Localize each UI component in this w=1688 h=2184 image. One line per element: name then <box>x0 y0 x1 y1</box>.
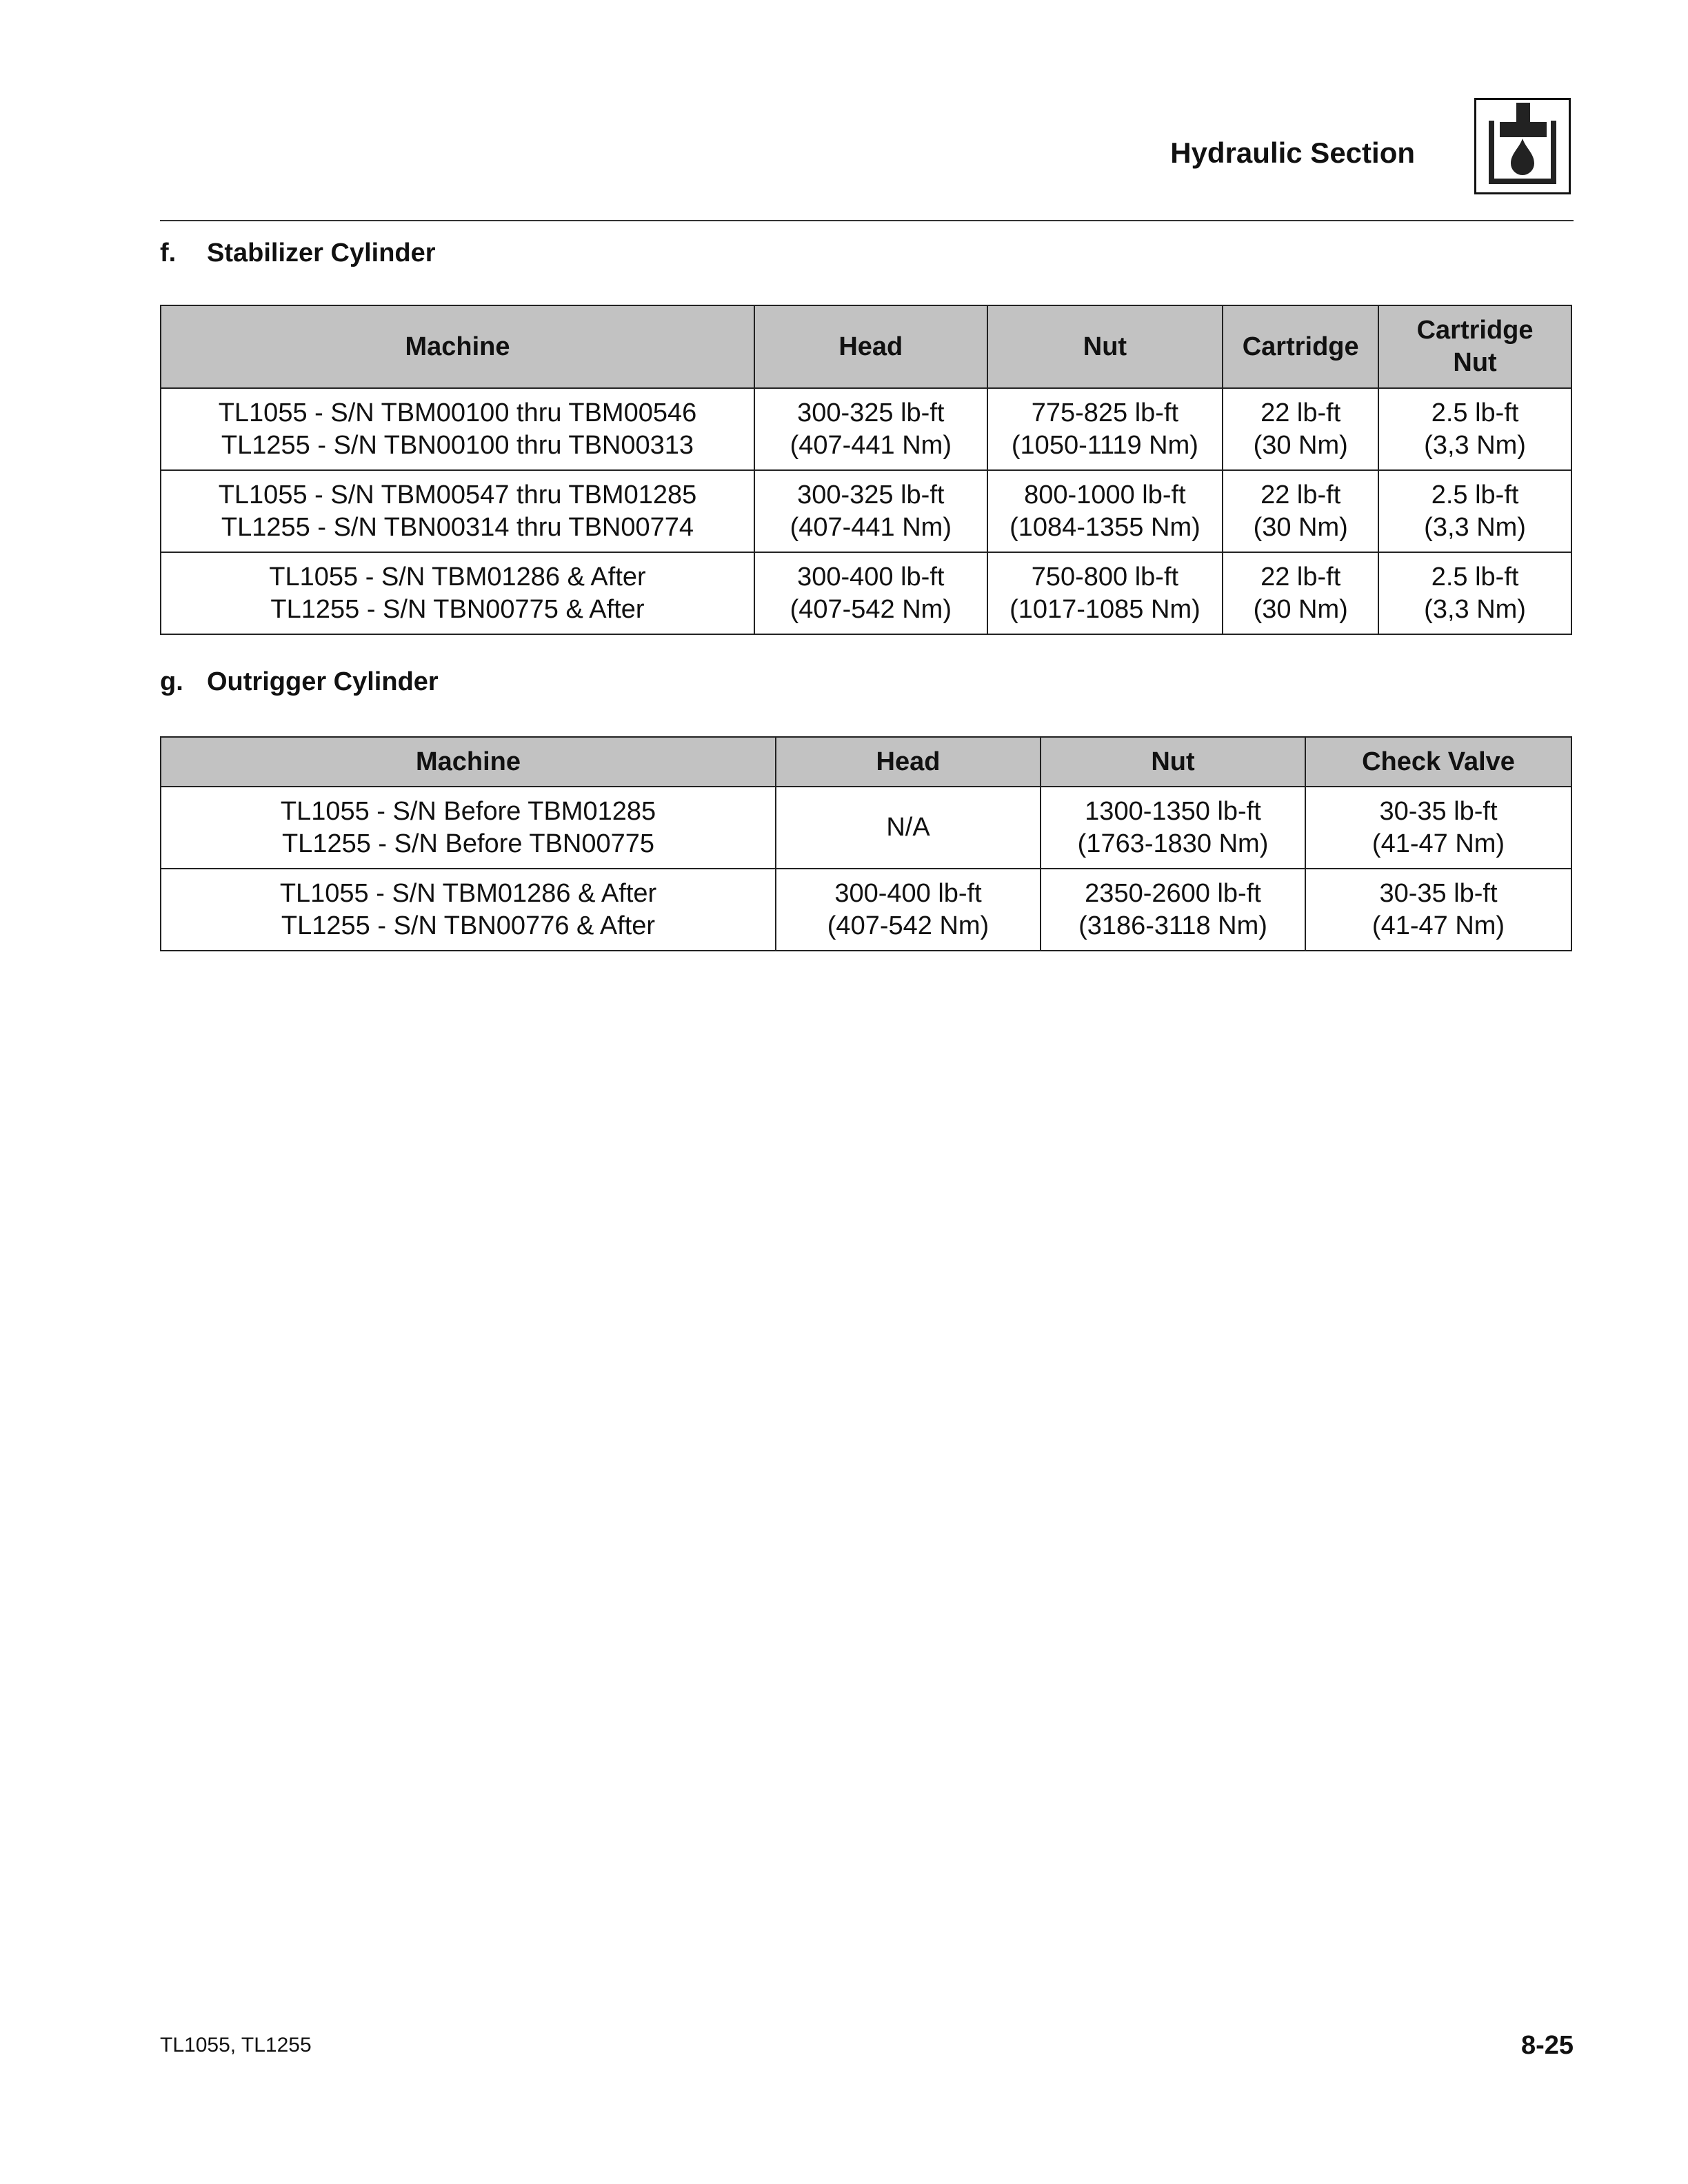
cell-line: (407-441 Nm) <box>790 512 952 542</box>
table-row <box>161 388 1571 470</box>
cell-head <box>776 869 1041 951</box>
cell-line: 2350-2600 lb-ft <box>1085 878 1261 908</box>
cell-line: 30-35 lb-ft <box>1379 796 1498 826</box>
col-cartridge: Cartridge <box>1223 305 1378 388</box>
cell-check-valve <box>1305 787 1571 869</box>
cell-machine <box>161 552 754 634</box>
cell-line: TL1255 - S/N TBN00314 thru TBN00774 <box>221 512 694 542</box>
col-head: Head <box>776 737 1041 787</box>
cell-line: (1763-1830 Nm) <box>1077 829 1269 858</box>
cell-nut <box>987 470 1223 552</box>
cell-line: 1300-1350 lb-ft <box>1085 796 1261 826</box>
header-line: Cartridge <box>1416 316 1534 345</box>
cell-line: TL1055 - S/N TBM01286 & After <box>279 878 657 908</box>
cell-cartridge <box>1223 388 1378 470</box>
cell-line: 22 lb-ft <box>1260 562 1341 592</box>
cell-line: 775-825 lb-ft <box>1031 398 1179 427</box>
section-letter: f. <box>160 239 177 267</box>
cell-line: (30 Nm) <box>1253 512 1348 542</box>
header-rule <box>160 220 1574 221</box>
cell-line: TL1255 - S/N Before TBN00775 <box>281 829 655 858</box>
section-heading-g <box>160 667 439 697</box>
cell-line: (1050-1119 Nm) <box>1011 430 1198 460</box>
cell-nut <box>987 388 1223 470</box>
cell-head <box>754 552 987 634</box>
cell-line: 2.5 lb-ft <box>1431 398 1519 427</box>
col-nut: Nut <box>1041 737 1305 787</box>
cell-line: 300-400 lb-ft <box>834 878 982 908</box>
table-row <box>161 869 1571 951</box>
cell-line: TL1255 - S/N TBN00776 & After <box>281 911 656 940</box>
cell-line: (30 Nm) <box>1253 594 1348 624</box>
cell-machine <box>161 470 754 552</box>
cell-machine <box>161 787 776 869</box>
col-nut: Nut <box>987 305 1223 388</box>
cell-line: 800-1000 lb-ft <box>1024 480 1186 509</box>
cell-line: (41-47 Nm) <box>1372 829 1505 858</box>
cell-line: 750-800 lb-ft <box>1031 562 1179 592</box>
cell-line: 22 lb-ft <box>1260 398 1341 427</box>
cell-line: TL1255 - S/N TBN00100 thru TBN00313 <box>221 430 694 460</box>
col-cartridge-nut <box>1378 305 1571 388</box>
table-row <box>161 552 1571 634</box>
cell-nut <box>987 552 1223 634</box>
cell-cartridge-nut <box>1378 388 1571 470</box>
cell-line: TL1055 - S/N TBM00100 thru TBM00546 <box>218 398 697 427</box>
cell-head <box>754 388 987 470</box>
cell-line: TL1055 - S/N TBM00547 thru TBM01285 <box>218 480 697 509</box>
cell-cartridge <box>1223 470 1378 552</box>
stabilizer-torque-table <box>160 305 1572 635</box>
table-header-row <box>161 305 1571 388</box>
cell-line: (3,3 Nm) <box>1424 430 1526 460</box>
header-line: Nut <box>1453 348 1497 377</box>
cell-line: (1017-1085 Nm) <box>1009 594 1200 624</box>
cell-line: 300-400 lb-ft <box>797 562 945 592</box>
cell-cartridge-nut <box>1378 552 1571 634</box>
cell-line: (3,3 Nm) <box>1424 594 1526 624</box>
col-machine: Machine <box>161 305 754 388</box>
cell-line: 300-325 lb-ft <box>797 398 945 427</box>
cell-line: (41-47 Nm) <box>1372 911 1505 940</box>
cell-line: (3,3 Nm) <box>1424 512 1526 542</box>
cell-cartridge <box>1223 552 1378 634</box>
table-header-row <box>161 737 1571 787</box>
hydraulic-cylinder-icon <box>1474 98 1571 194</box>
table-row <box>161 470 1571 552</box>
cell-line: 22 lb-ft <box>1260 480 1341 509</box>
cell-line: (407-542 Nm) <box>790 594 952 624</box>
section-heading-f <box>160 239 436 268</box>
section-letter: g. <box>160 667 183 696</box>
cell-line: (407-441 Nm) <box>790 430 952 460</box>
table-row <box>161 787 1571 869</box>
cell-line: 2.5 lb-ft <box>1431 562 1519 592</box>
cell-line: TL1255 - S/N TBN00775 & After <box>270 594 645 624</box>
cell-head <box>776 787 1041 869</box>
cell-machine <box>161 869 776 951</box>
section-title-text: Outrigger Cylinder <box>207 667 439 696</box>
page-number: 8-25 <box>1520 2031 1574 2060</box>
cell-cartridge-nut <box>1378 470 1571 552</box>
cell-head <box>754 470 987 552</box>
cell-nut <box>1041 869 1305 951</box>
cell-line: 30-35 lb-ft <box>1379 878 1498 908</box>
outrigger-torque-table <box>160 736 1572 951</box>
col-machine: Machine <box>161 737 776 787</box>
section-title-text: Stabilizer Cylinder <box>207 239 436 267</box>
cell-machine <box>161 388 754 470</box>
cell-line: (407-542 Nm) <box>827 911 989 940</box>
cell-line: 2.5 lb-ft <box>1431 480 1519 509</box>
col-check-valve: Check Valve <box>1305 737 1571 787</box>
cell-line: TL1055 - S/N TBM01286 & After <box>269 562 646 592</box>
cell-line: (3186-3118 Nm) <box>1078 911 1267 940</box>
cell-line: TL1055 - S/N Before TBM01285 <box>280 796 656 826</box>
cell-line: (30 Nm) <box>1253 430 1348 460</box>
cell-line: N/A <box>886 813 930 842</box>
section-title: Hydraulic Section <box>1170 136 1415 169</box>
col-head: Head <box>754 305 987 388</box>
cell-nut <box>1041 787 1305 869</box>
footer-models: TL1055, TL1255 <box>160 2034 312 2056</box>
cell-line: 300-325 lb-ft <box>797 480 945 509</box>
cell-line: (1084-1355 Nm) <box>1009 512 1200 542</box>
cell-check-valve <box>1305 869 1571 951</box>
